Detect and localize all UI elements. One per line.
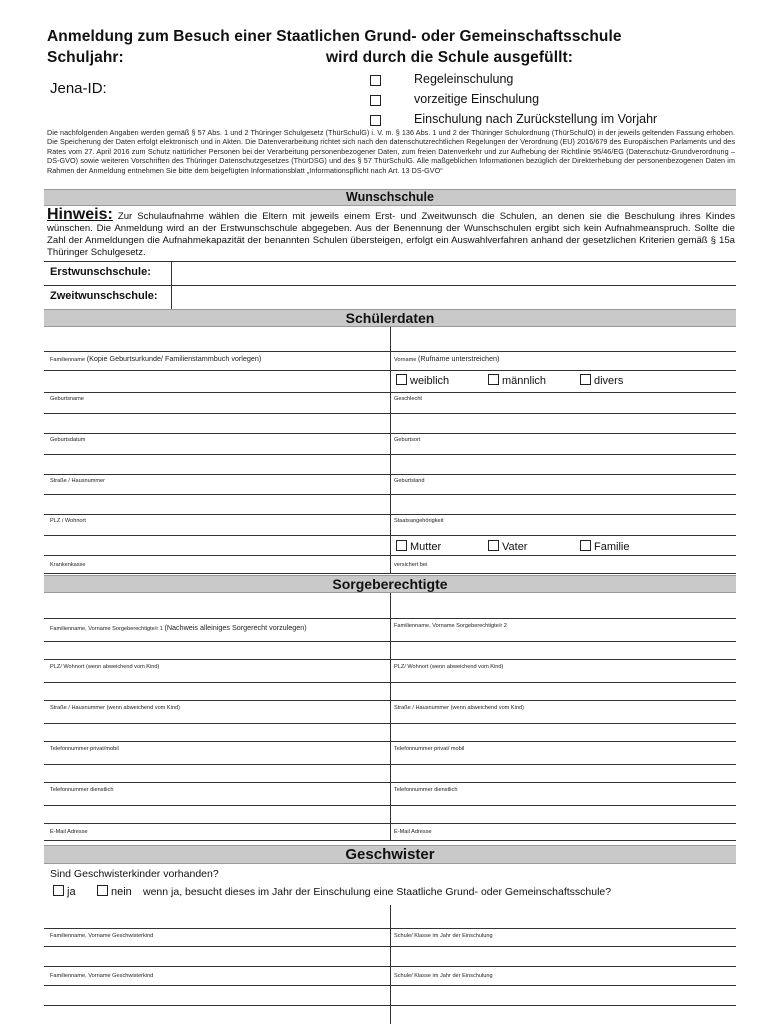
geschwister1-school-label: Schule/ Klasse im Jahr der Einschulung [394, 933, 493, 939]
sorge1-tel-privat-label: Telefonnummer privat/mobil [50, 746, 119, 752]
divider [44, 1005, 736, 1006]
divider [44, 840, 736, 841]
geschwister2-name-label: Familienname, Vorname Geschwisterkind [50, 973, 154, 979]
divider [44, 985, 736, 986]
divider [44, 700, 736, 701]
geburtsort-field[interactable] [391, 414, 736, 433]
checkbox-icon[interactable] [396, 540, 407, 551]
hinweis-text: Zur Schulaufnahme wählen die Eltern mit jeweils einem Erst- und Zweitwunsch die Schulen, an denen sie die Beschulung ihres Kindes wünschen. Die Anmeldung wird an der Erstwunschschule abgegeben. Aus der Benennung der Wunschschulen ergibt sich kein Aufnahmeanspruch. Sollte die Zahl der Anmeldungen die Aufnahmekapazität der benannten Schulen übersteigen, erfolgt ein Auswahlverfahren anhand der gesetzlichen Kriterien gemäß § 15a Thüringer Schulgesetz. [47, 211, 735, 258]
geschwister2-school-field[interactable] [391, 947, 736, 966]
form-title: Anmeldung zum Besuch einer Staatlichen Grund- oder Gemeinschaftsschule [47, 28, 622, 45]
sorge2-email-label: E-Mail Adresse [394, 829, 432, 835]
staatsangehoerigkeit-label: Staatsangehörigkeit [394, 518, 444, 524]
erstwunsch-field[interactable] [172, 262, 736, 285]
school-fill-label: wird durch die Schule ausgefüllt: [326, 49, 574, 66]
divider [44, 618, 736, 619]
checkbox-icon[interactable] [370, 115, 381, 126]
sorge1-tel-privat-field[interactable] [45, 724, 390, 741]
sorge2-email-field[interactable] [391, 806, 736, 823]
sorge2-tel-privat-field[interactable] [391, 724, 736, 741]
erstwunsch-label: Erstwunschschule: [50, 266, 151, 278]
checkbox-icon[interactable] [580, 540, 591, 551]
geschwister1-school-field[interactable] [391, 906, 736, 928]
zweitwunsch-field[interactable] [172, 286, 736, 309]
sorge1-email-label: E-Mail Adresse [50, 829, 88, 835]
divider [44, 782, 736, 783]
option-divers[interactable]: divers [580, 374, 623, 387]
checkbox-icon[interactable] [396, 374, 407, 385]
geschwister1-name-label: Familienname, Vorname Geschwisterkind [50, 933, 154, 939]
divider [44, 514, 736, 515]
sorge2-plz-label: PLZ/ Wohnort (wenn abweichend vom Kind) [394, 664, 504, 670]
option-zurueckstellung: Einschulung nach Zurückstellung im Vorjahr [414, 112, 658, 126]
krankenkasse-label: Krankenkasse [50, 562, 86, 568]
geschwister1-name-field[interactable] [45, 906, 390, 928]
option-ja[interactable]: ja [53, 885, 76, 898]
option-nein[interactable]: nein [97, 885, 132, 898]
divider [44, 392, 736, 393]
divider [44, 433, 736, 434]
versichert-label: versichert bei [394, 562, 428, 568]
geburtsname-field[interactable] [45, 414, 390, 433]
plz-field[interactable] [45, 495, 390, 514]
geburtsname-label: Geburtsname [50, 396, 84, 402]
sorge1-tel-dienst-field[interactable] [45, 765, 390, 782]
sorge2-strasse-field[interactable] [391, 683, 736, 700]
checkbox-icon[interactable] [488, 540, 499, 551]
checkbox-icon[interactable] [370, 75, 381, 86]
option-familie[interactable]: Familie [580, 540, 629, 553]
checkbox-icon[interactable] [97, 885, 108, 896]
geburtsland-field[interactable] [391, 455, 736, 474]
option-vater[interactable]: Vater [488, 540, 527, 553]
cb-regeleinschulung[interactable] [370, 72, 381, 90]
option-regeleinschulung: Regeleinschulung [414, 72, 514, 86]
plz-label: PLZ / Wohnort [50, 518, 86, 524]
section-schuelerdaten: Schülerdaten [44, 309, 736, 327]
sorge1-name-label: Familienname, Vorname Sorgeberechtigte/r 1 (Nachweis alleiniges Sorgerecht vorzulegen) [50, 623, 307, 632]
familienname-field[interactable] [45, 328, 390, 351]
sorge1-plz-label: PLZ/ Wohnort (wenn abweichend vom Kind) [50, 664, 160, 670]
zweitwunsch-label: Zweitwunschschule: [50, 290, 158, 302]
section-wunschschule: Wunschschule [44, 189, 736, 206]
sorge1-strasse-field[interactable] [45, 683, 390, 700]
jena-id-label: Jena-ID: [50, 80, 107, 97]
geschlecht-label: Geschlecht [394, 396, 422, 402]
sorge2-name-label: Familienname, Vorname Sorgeberechtigte/r 2 [394, 623, 507, 629]
sorge2-plz-field[interactable] [391, 642, 736, 659]
legal-notice: Die nachfolgenden Angaben werden gemäß § 57 Abs. 1 und 2 Thüringer Schulgesetz (ThürSchulG) i. V. m. § 136 Abs. 1 und 2 der Thüringer Schulordnung (ThürSchulO) in der jeweils geltenden Fassung erhoben. Die Speicherung der Daten erfolgt elektronisch und in Akten. Die Datenverarbeitung richtet sich nach den datenschutzrechtlichen Regelungen der Verordnung (EU) 2016/679 des Europäischen Parlaments und des Rates vom 27. April 2016 zum Schutz natürlicher Personen bei der Verarbeitung personenbezogener Daten, zum freien Datenverkehr und zur Aufhebung der Richtlinie 95/46/EG (Datenschutz-Grundverordnung – DS-GVO) sowie weiteren Vorschriften des Thüringer Datenschutzgesetzes (ThürDSG) und des § 57 ThürSchulG. Alle maßgeblichen Informationen bezüglich der Direkterhebung der personenbezogenen Daten im Rahmen der Anmeldung entnehmen Sie bitte dem beigefügten Informationsblatt „Informationspflicht nach Art. 13 DS-GVO“ [47, 128, 735, 175]
checkbox-icon[interactable] [488, 374, 499, 385]
divider [44, 370, 736, 371]
sorge2-strasse-label: Straße / Hausnummer (wenn abweichend vom Kind) [394, 705, 524, 711]
sorge2-tel-dienst-label: Telefonnummer dienstlich [394, 787, 458, 793]
geburtsort-label: Geburtsort [394, 437, 421, 443]
divider [44, 573, 736, 574]
geschwister-followup: wenn ja, besucht dieses im Jahr der Einschulung eine Staatliche Grund- oder Gemeinschaftsschule? [143, 886, 612, 898]
option-mutter[interactable]: Mutter [396, 540, 441, 553]
geburtsdatum-label: Geburtsdatum [50, 437, 86, 443]
sorge1-plz-field[interactable] [45, 642, 390, 659]
divider [390, 327, 391, 573]
geschwister2-name-field[interactable] [45, 947, 390, 966]
divider [44, 659, 736, 660]
sorge1-tel-dienst-label: Telefonnummer dienstlich [50, 787, 114, 793]
checkbox-icon[interactable] [53, 885, 64, 896]
divider [44, 741, 736, 742]
divider [390, 593, 391, 840]
option-weiblich[interactable]: weiblich [396, 374, 449, 387]
divider [44, 928, 736, 929]
divider [44, 823, 736, 824]
sorge1-email-field[interactable] [45, 806, 390, 823]
option-vorzeitig: vorzeitige Einschulung [414, 92, 540, 106]
strasse-field[interactable] [45, 455, 390, 474]
vorname-field[interactable] [391, 328, 736, 351]
divider [44, 555, 736, 556]
checkbox-icon[interactable] [580, 374, 591, 385]
divider [44, 966, 736, 967]
staatsangehoerigkeit-field[interactable] [391, 495, 736, 514]
cb-vorzeitig[interactable] [370, 92, 381, 110]
sorge1-name-field[interactable] [45, 594, 390, 618]
sorge2-name-field[interactable] [391, 594, 736, 618]
sorge1-strasse-label: Straße / Hausnummer (wenn abweichend vom Kind) [50, 705, 180, 711]
krankenkasse-field[interactable] [45, 536, 390, 555]
hinweis-label: Hinweis: [47, 206, 113, 223]
vorname-label: Vorname (Rufname unterstreichen) [394, 354, 500, 363]
hinweis-block [47, 206, 735, 259]
sorge2-tel-dienst-field[interactable] [391, 765, 736, 782]
geschwister2-school-label: Schule/ Klasse im Jahr der Einschulung [394, 973, 493, 979]
strasse-label: Straße / Hausnummer [50, 478, 106, 484]
checkbox-icon[interactable] [370, 95, 381, 106]
geburtsland-label: Geburtsland [394, 478, 425, 484]
geschwister-question: Sind Geschwisterkinder vorhanden? [50, 868, 219, 880]
section-sorgeberechtigte: Sorgeberechtigte [44, 575, 736, 593]
sorge2-tel-privat-label: Telefonnummer privat/ mobil [394, 746, 465, 752]
option-maennlich[interactable]: männlich [488, 374, 546, 387]
schuljahr-label: Schuljahr: [47, 49, 124, 66]
familienname-label: Familienname (Kopie Geburtsurkunde/ Familienstammbuch vorlegen) [50, 354, 262, 363]
divider [44, 351, 736, 352]
section-geschwister: Geschwister [44, 845, 736, 864]
divider [44, 474, 736, 475]
